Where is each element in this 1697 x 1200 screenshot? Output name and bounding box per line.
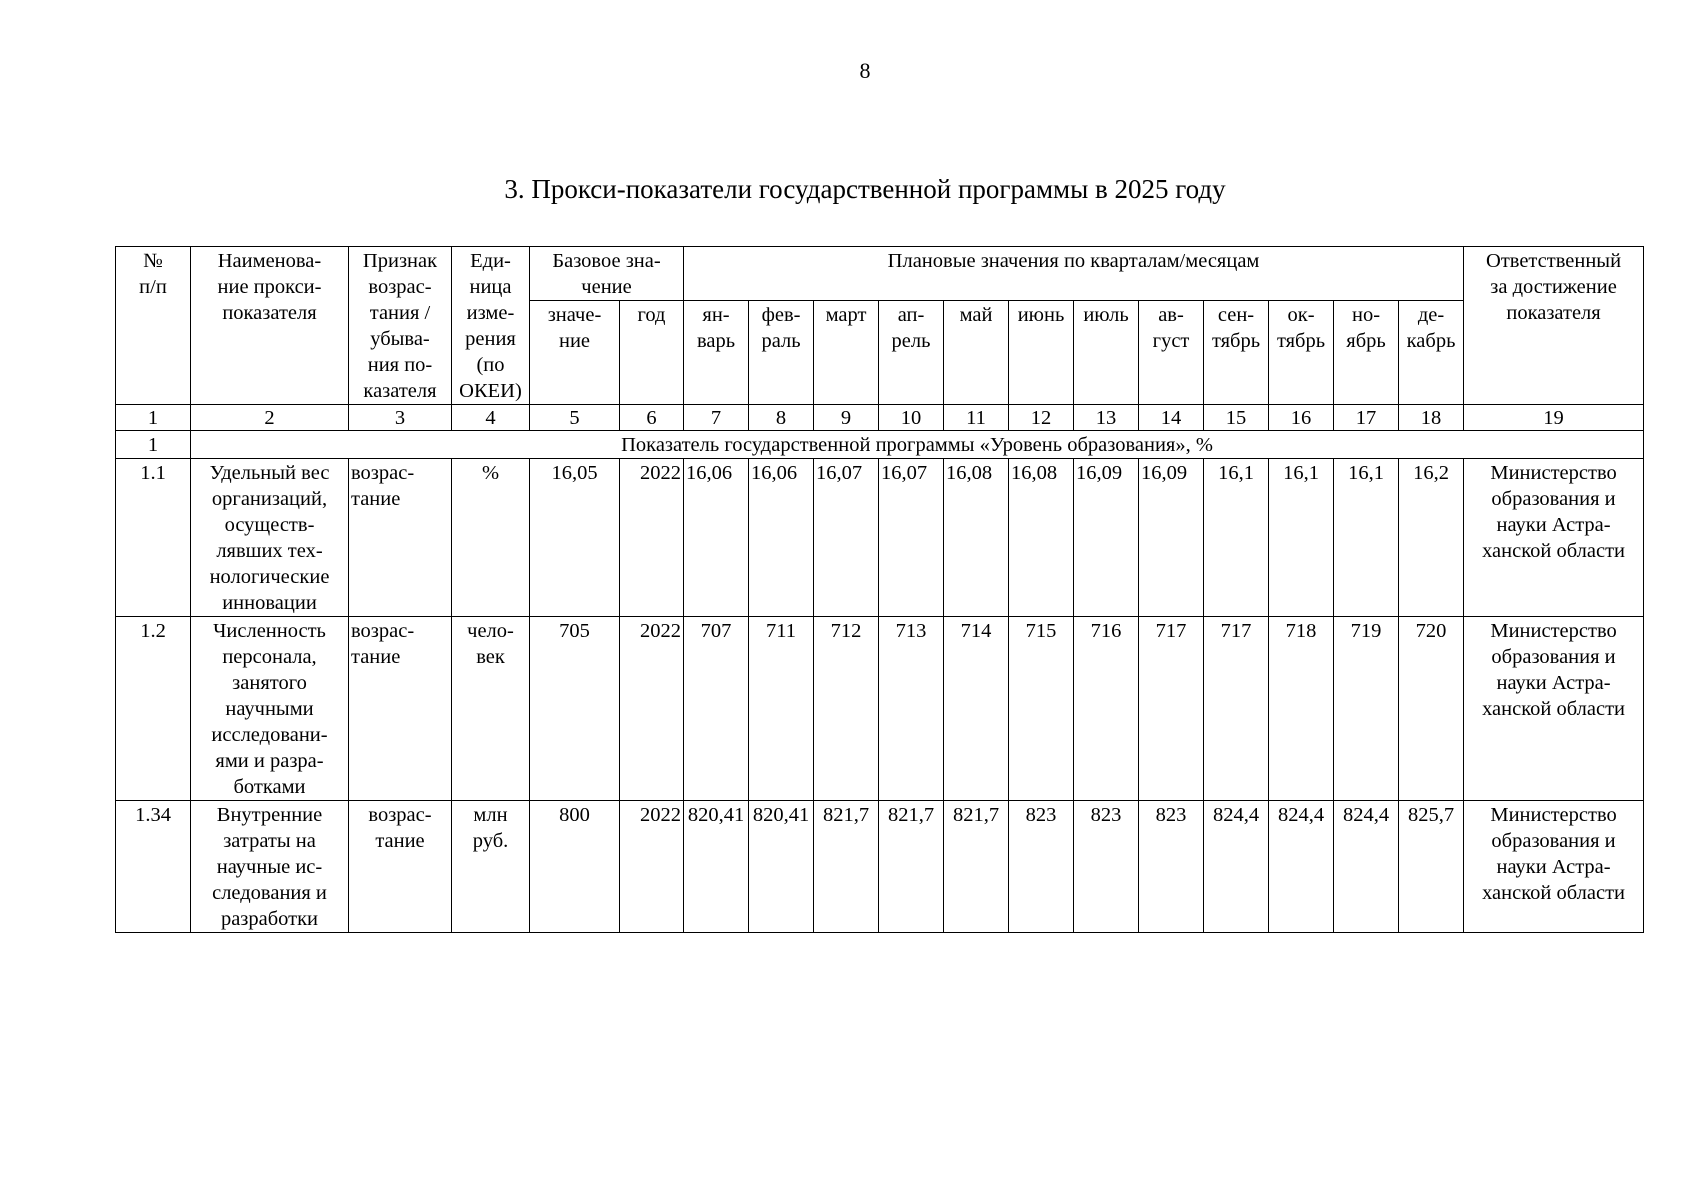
column-number: 14 <box>1139 405 1204 431</box>
table-row <box>116 459 1644 617</box>
header-planned-values: Плановые значения по кварталам/месяцам <box>684 247 1464 301</box>
column-number: 2 <box>191 405 349 431</box>
month-value: 16,09 <box>1139 459 1204 617</box>
month-value: 712 <box>814 617 879 801</box>
month-value: 821,7 <box>879 801 944 933</box>
column-number: 8 <box>749 405 814 431</box>
month-value: 16,06 <box>684 459 749 617</box>
month-value: 16,09 <box>1074 459 1139 617</box>
month-value: 16,2 <box>1399 459 1464 617</box>
month-value: 707 <box>684 617 749 801</box>
column-number: 7 <box>684 405 749 431</box>
column-number: 17 <box>1334 405 1399 431</box>
month-value: 821,7 <box>944 801 1009 933</box>
month-value: 823 <box>1139 801 1204 933</box>
section-title: Показатель государственной программы «Уровень образования», % <box>191 431 1644 459</box>
month-value: 824,4 <box>1334 801 1399 933</box>
proxy-indicators-table <box>115 246 1644 933</box>
header-month: ав- густ <box>1139 301 1204 405</box>
month-value: 711 <box>749 617 814 801</box>
table-row <box>116 801 1644 933</box>
month-value: 718 <box>1269 617 1334 801</box>
header-month: сен- тябрь <box>1204 301 1269 405</box>
month-value: 16,1 <box>1334 459 1399 617</box>
month-value: 716 <box>1074 617 1139 801</box>
month-value: 714 <box>944 617 1009 801</box>
month-value: 16,06 <box>749 459 814 617</box>
header-month: март <box>814 301 879 405</box>
header-month: де- кабрь <box>1399 301 1464 405</box>
month-value: 16,07 <box>879 459 944 617</box>
responsible-cell: Министерство образования и науки Астра- ханской области <box>1464 617 1644 801</box>
header-month: июнь <box>1009 301 1074 405</box>
column-number: 18 <box>1399 405 1464 431</box>
unit-cell: % <box>452 459 530 617</box>
indicator-name: Численность персонала, занятого научными исследовани- ями и разра- ботками <box>191 617 349 801</box>
column-number: 16 <box>1269 405 1334 431</box>
base-value-cell: 705 <box>530 617 620 801</box>
indicator-name: Внутренние затраты на научные ис- следования и разработки <box>191 801 349 933</box>
month-value: 823 <box>1074 801 1139 933</box>
header-indicator-name: Наименова- ние прокси- показателя <box>191 247 349 405</box>
column-number: 15 <box>1204 405 1269 431</box>
responsible-cell: Министерство образования и науки Астра- ханской области <box>1464 459 1644 617</box>
row-number: 1.1 <box>116 459 191 617</box>
header-month: ян- варь <box>684 301 749 405</box>
column-number: 12 <box>1009 405 1074 431</box>
base-value-cell: 16,05 <box>530 459 620 617</box>
unit-cell: млн руб. <box>452 801 530 933</box>
column-number: 9 <box>814 405 879 431</box>
responsible-cell: Министерство образования и науки Астра- ханской области <box>1464 801 1644 933</box>
column-number: 13 <box>1074 405 1139 431</box>
month-value: 719 <box>1334 617 1399 801</box>
page-number: 8 <box>859 58 871 83</box>
column-number: 19 <box>1464 405 1644 431</box>
section-number: 1 <box>116 431 191 459</box>
column-number: 5 <box>530 405 620 431</box>
header-month: июль <box>1074 301 1139 405</box>
month-value: 713 <box>879 617 944 801</box>
page-title: 3. Прокси-показатели государственной программы в 2025 году <box>504 174 1226 204</box>
month-value: 824,4 <box>1204 801 1269 933</box>
unit-cell: чело- век <box>452 617 530 801</box>
trend-cell: возрас- тание <box>349 459 452 617</box>
base-value-cell: 800 <box>530 801 620 933</box>
column-number: 3 <box>349 405 452 431</box>
row-number: 1.34 <box>116 801 191 933</box>
header-base-value: значе- ние <box>530 301 620 405</box>
column-number: 4 <box>452 405 530 431</box>
header-base-year: год <box>620 301 684 405</box>
header-base-value-group: Базовое зна- чение <box>530 247 684 301</box>
month-value: 16,08 <box>1009 459 1074 617</box>
header-month: но- ябрь <box>1334 301 1399 405</box>
header-responsible: Ответственный за достижение показателя <box>1464 247 1644 405</box>
header-num: № п/п <box>116 247 191 405</box>
header-month: май <box>944 301 1009 405</box>
base-year-cell: 2022 <box>620 459 684 617</box>
base-year-cell: 2022 <box>620 617 684 801</box>
month-value: 717 <box>1139 617 1204 801</box>
month-value: 715 <box>1009 617 1074 801</box>
column-numbers-row <box>116 405 1644 431</box>
month-value: 824,4 <box>1269 801 1334 933</box>
month-value: 720 <box>1399 617 1464 801</box>
month-value: 825,7 <box>1399 801 1464 933</box>
header-trend: Признак возрас- тания / убыва- ния по- казателя <box>349 247 452 405</box>
section-row <box>116 431 1644 459</box>
header-month: фев- раль <box>749 301 814 405</box>
header-month: ок- тябрь <box>1269 301 1334 405</box>
column-number: 6 <box>620 405 684 431</box>
month-value: 16,07 <box>814 459 879 617</box>
header-unit: Еди- ница изме- рения (по ОКЕИ) <box>452 247 530 405</box>
row-number: 1.2 <box>116 617 191 801</box>
table-row <box>116 617 1644 801</box>
month-value: 16,08 <box>944 459 1009 617</box>
column-number: 10 <box>879 405 944 431</box>
column-number: 11 <box>944 405 1009 431</box>
trend-cell: возрас- тание <box>349 617 452 801</box>
base-year-cell: 2022 <box>620 801 684 933</box>
month-value: 16,1 <box>1269 459 1334 617</box>
trend-cell: возрас- тание <box>349 801 452 933</box>
month-value: 823 <box>1009 801 1074 933</box>
month-value: 820,41 <box>684 801 749 933</box>
column-number: 1 <box>116 405 191 431</box>
month-value: 821,7 <box>814 801 879 933</box>
header-month: ап- рель <box>879 301 944 405</box>
month-value: 717 <box>1204 617 1269 801</box>
month-value: 16,1 <box>1204 459 1269 617</box>
month-value: 820,41 <box>749 801 814 933</box>
indicator-name: Удельный вес организаций, осуществ- лявших тех- нологические инновации <box>191 459 349 617</box>
